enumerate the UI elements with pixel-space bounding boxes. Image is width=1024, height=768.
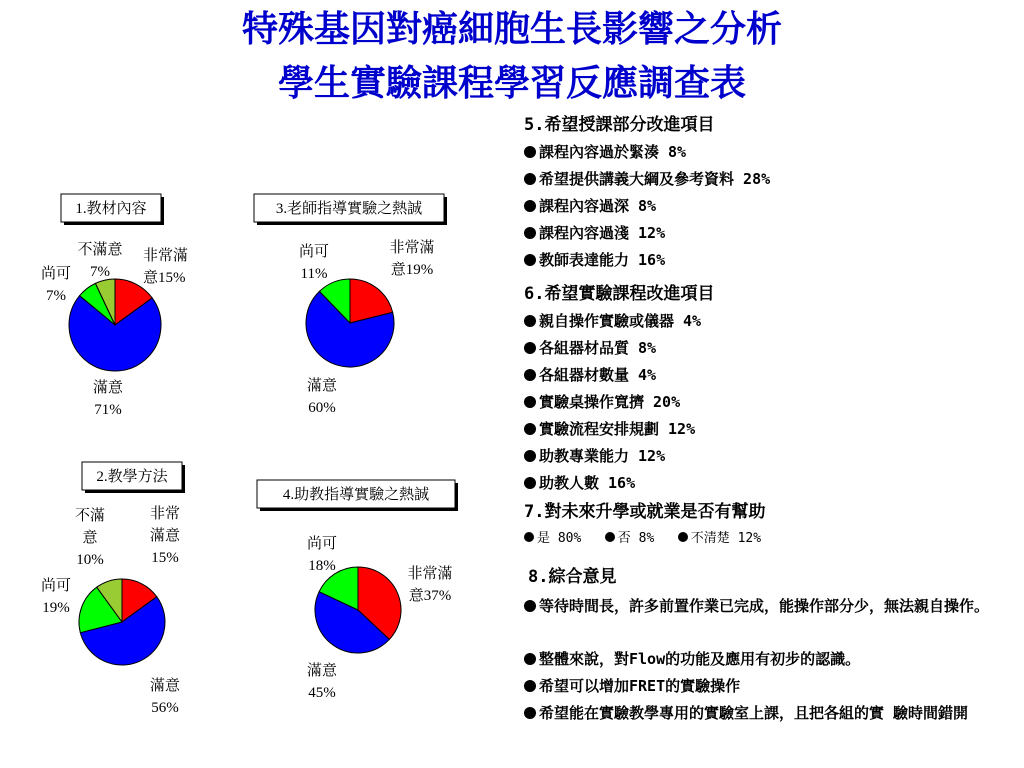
slice-label-1: 非常滿意19% [389,240,435,278]
chart-title: 2.教學方法 [96,469,168,485]
bullet-icon [524,146,536,158]
list-item: 各組器材品質 8% [524,335,656,362]
bullet-icon [524,342,536,354]
list-item: 課程內容過淺 12% [524,220,665,247]
list-item: 課程內容過於緊湊 8% [524,139,686,166]
bullet-icon [524,173,536,185]
list-item: 課程內容過深 8% [524,193,656,220]
list-item: 助教專業能力 12% [524,443,665,470]
section-6-heading: 6.希望實驗課程改進項目 [524,284,715,304]
list-item: 教師表達能力 16% [524,247,665,274]
pie-chart-2 [41,462,185,716]
slice-label-3: 尚可 19% [40,578,72,616]
list-item: 希望提供講義大綱及參考資料 28% [524,166,770,193]
bullet-icon [524,707,536,719]
slice-label-4: 不滿意 7% [77,242,123,280]
comment-item: 整體來說，對Flow的功能及應用有初步的認識。 [524,646,1022,673]
bullet-icon [605,532,615,542]
chart-title: 4.助教指導實驗之熱誠 [282,487,430,503]
list-item: 實驗流程安排規劃 12% [524,416,695,443]
list-item: 助教人數 16% [524,470,635,497]
bullet-icon [524,600,536,612]
bullet-icon [524,200,536,212]
section-8-heading: 8.綜合意見 [528,567,617,587]
bullet-icon [524,653,536,665]
slice-label-3: 尚可 18% [306,536,338,574]
bullet-icon [524,532,534,542]
slice-label-2: 滿意 71% [92,380,124,418]
bullet-icon [524,369,536,381]
pie-chart-4 [257,480,458,701]
slice-label-2: 滿意 56% [149,678,181,716]
comment-item: 希望可以增加FRET的實驗操作 [524,673,1022,700]
bullet-icon [524,450,536,462]
bullet-icon [524,680,536,692]
bullet-icon [678,532,688,542]
bullet-icon [524,477,536,489]
slice-label-3: 尚可 7% [40,266,72,304]
section-7-heading: 7.對未來升學或就業是否有幫助 [524,502,766,522]
title-line-2: 學生實驗課程學習反應調查表 [277,63,746,104]
slice-label-2: 滿意 45% [306,663,338,701]
section-7-answers: 是 80% 否 8% 不清楚 12% [524,525,761,552]
pie-chart-3 [254,194,447,416]
slice-label-3: 尚可 11% [298,244,330,282]
comment-item: 等待時間長，許多前置作業已完成，能操作部分少，無法親自操作。 [524,593,1022,620]
section-5-heading: 5.希望授課部分改進項目 [524,115,715,135]
title-line-1: 特殊基因對癌細胞生長影響之分析 [241,9,782,50]
slice-label-4: 不滿意 10% [74,508,106,568]
slice-label-1: 非常滿意15% [143,248,189,286]
bullet-icon [524,254,536,266]
list-item: 實驗桌操作寬擠 20% [524,389,680,416]
list-item: 各組器材數量 4% [524,362,656,389]
bullet-icon [524,423,536,435]
slice-label-1: 非常滿意37% [407,566,453,604]
slice-label-1: 非常滿意 15% [149,506,181,566]
chart-title: 1.教材內容 [75,201,147,217]
slice-label-2: 滿意 60% [306,378,338,416]
bullet-icon [524,315,536,327]
pie-chart-1 [41,194,188,418]
list-item: 親自操作實驗或儀器 4% [524,308,701,335]
bullet-icon [524,227,536,239]
bullet-icon [524,396,536,408]
chart-title: 3.老師指導實驗之熱誠 [275,201,423,217]
comment-item: 希望能在實驗教學專用的實驗室上課，且把各組的實 驗時間錯開 [524,700,1022,727]
